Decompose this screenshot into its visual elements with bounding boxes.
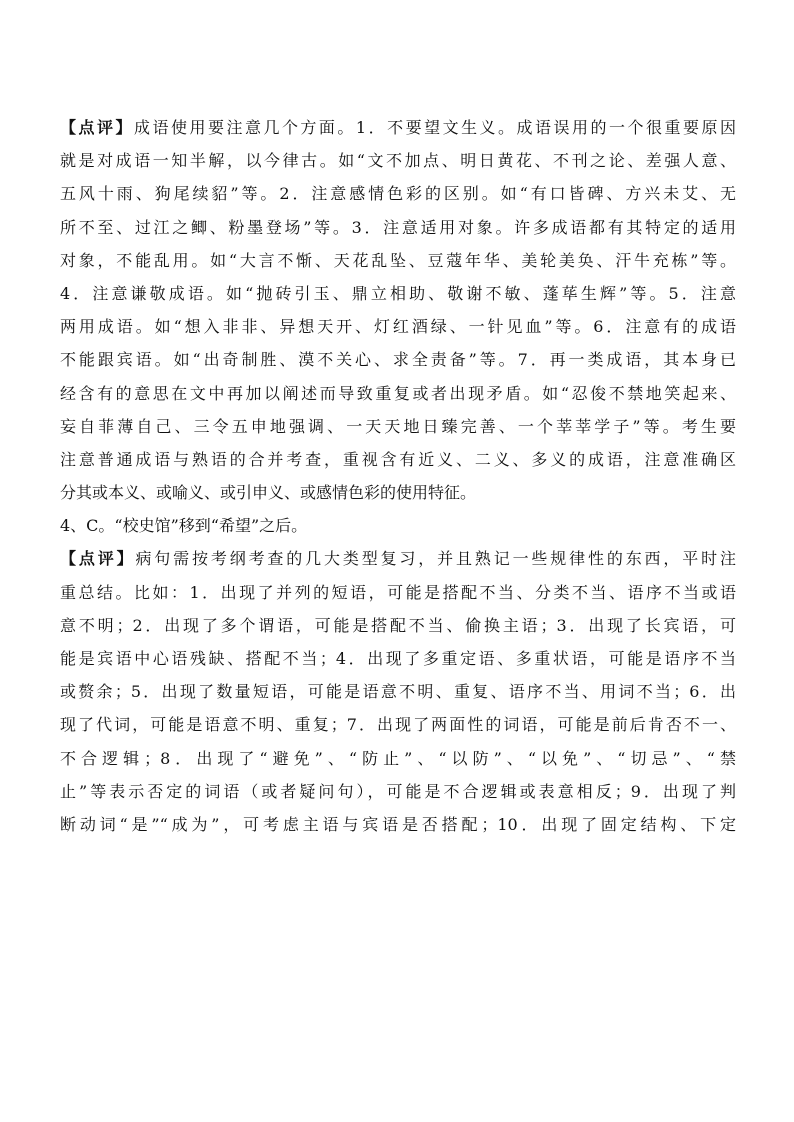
text-line: 就是对成语一知半解，以今律古。如“文不加点、明日黄花、不刊之论、差强人意、 [60,151,736,171]
text-line: 能是宾语中心语残缺、搭配不当；4．出现了多重定语、多重状语，可能是语序不当 [60,649,736,668]
document-page [60,111,736,841]
text-line: 重总结。比如：1．出现了并列的短语，可能是搭配不当、分类不当、语序不当或语 [60,582,736,602]
commentary-label: 【点评】 [60,118,134,137]
text-line: 妄自菲薄自己、三令五申地强调、一天天地日臻完善、一个莘莘学子”等。考生要 [60,416,736,436]
paragraph-sentence-commentary [60,542,736,841]
text-line: 意不明；2．出现了多个谓语，可能是搭配不当、偷换主语；3．出现了长宾语，可 [60,615,736,635]
text-line: 或赘余；5．出现了数量短语，可能是语意不明、重复、语序不当、用词不当；6．出 [60,682,736,702]
text-line: 断动词“是”“成为”，可考虑主语与宾语是否搭配；10．出现了固定结构、下定 [60,814,736,834]
text-line: 现了代词，可能是语意不明、重复；7．出现了两面性的词语，可能是前后肯否不一、 [60,715,736,735]
text-line: 注意普通成语与熟语的合并考查，重视含有近义、二义、多义的成语，注意准确区 [60,449,736,469]
text-line: 所不至、过江之鲫、粉墨登场”等。3．注意适用对象。许多成语都有其特定的适用 [60,217,736,237]
text-line: 4．注意谦敬成语。如“抛砖引玉、鼎立相助、敬谢不敏、蓬荜生辉”等。5．注意 [60,283,736,303]
text-line: 五风十雨、狗尾续貂”等。2．注意感情色彩的区别。如“有口皆碑、方兴未艾、无 [60,184,736,204]
paragraph-idiom-commentary [60,111,736,509]
commentary-label: 【点评】 [60,549,136,569]
text-line: 两用成语。如“想入非非、异想天开、灯红酒绿、一针见血”等。6．注意有的成语 [60,317,736,337]
text-line: 不合逻辑；8．出现了“避免”、“防止”、“以防”、“以免”、“切忌”、“禁 [60,748,736,768]
text-line: 不能跟宾语。如“出奇制胜、漠不关心、求全责备”等。7．再一类成语，其本身已 [60,350,736,370]
text-line: 经含有的意思在文中再加以阐述而导致重复或者出现矛盾。如“忍俊不禁地笑起来、 [60,383,736,403]
text-line: 止”等表示否定的词语（或者疑问句），可能是不合逻辑或表意相反；9．出现了判 [60,781,736,801]
paragraph-answer-4 [60,509,736,542]
text-line: 分其或本义、或喻义、或引申义、或感情色彩的使用特征。 [60,483,477,503]
answer-line: 4、C。“校史馆”移到“希望”之后。 [60,516,308,536]
text-line: 【点评】成语使用要注意几个方面。1．不要望文生义。成语误用的一个很重要原因 [60,118,736,137]
text-line: 【点评】病句需按考纲考查的几大类型复习，并且熟记一些规律性的东西，平时注 [60,549,736,569]
text-line: 对象，不能乱用。如“大言不惭、天花乱坠、豆蔻年华、美轮美奂、汗牛充栋”等。 [60,250,736,270]
